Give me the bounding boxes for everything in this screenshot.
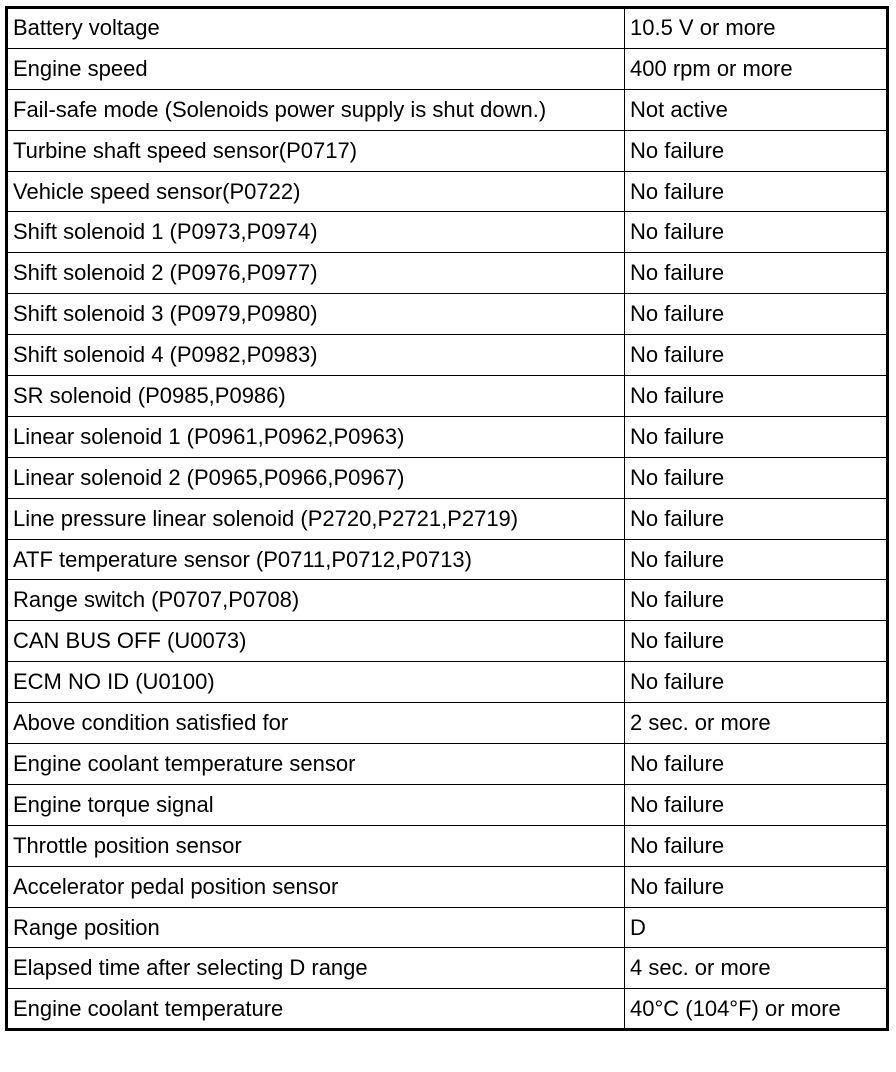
condition-value: No failure — [625, 539, 888, 580]
table-row — [7, 48, 888, 89]
table-row — [7, 744, 888, 785]
table-row — [7, 825, 888, 866]
condition-item: ECM NO ID (U0100) — [7, 662, 625, 703]
condition-item: Shift solenoid 4 (P0982,P0983) — [7, 335, 625, 376]
condition-value: 40°C (104°F) or more — [625, 989, 888, 1030]
condition-item: Linear solenoid 1 (P0961,P0962,P0963) — [7, 416, 625, 457]
condition-value: No failure — [625, 866, 888, 907]
condition-item: Engine torque signal — [7, 784, 625, 825]
condition-value: No failure — [625, 457, 888, 498]
condition-item: Above condition satisfied for — [7, 703, 625, 744]
table-row — [7, 866, 888, 907]
table-row — [7, 703, 888, 744]
table-row — [7, 171, 888, 212]
condition-value: No failure — [625, 253, 888, 294]
table-row — [7, 8, 888, 49]
table-row — [7, 130, 888, 171]
condition-value: 10.5 V or more — [625, 8, 888, 49]
condition-value: No failure — [625, 744, 888, 785]
table-row — [7, 457, 888, 498]
condition-value: No failure — [625, 621, 888, 662]
condition-item: ATF temperature sensor (P0711,P0712,P0713) — [7, 539, 625, 580]
table-row — [7, 580, 888, 621]
condition-item: Engine coolant temperature — [7, 989, 625, 1030]
condition-value: 4 sec. or more — [625, 948, 888, 989]
condition-value: No failure — [625, 498, 888, 539]
condition-item: Line pressure linear solenoid (P2720,P2721,P2719) — [7, 498, 625, 539]
condition-item: Accelerator pedal position sensor — [7, 866, 625, 907]
condition-item: Vehicle speed sensor(P0722) — [7, 171, 625, 212]
condition-item: CAN BUS OFF (U0073) — [7, 621, 625, 662]
table-row — [7, 89, 888, 130]
condition-value: No failure — [625, 171, 888, 212]
condition-item: Engine speed — [7, 48, 625, 89]
condition-value: No failure — [625, 416, 888, 457]
condition-item: Elapsed time after selecting D range — [7, 948, 625, 989]
table-row — [7, 784, 888, 825]
table-row — [7, 907, 888, 948]
table-row — [7, 376, 888, 417]
table-row — [7, 294, 888, 335]
condition-value: 400 rpm or more — [625, 48, 888, 89]
condition-value: No failure — [625, 580, 888, 621]
condition-item: Shift solenoid 1 (P0973,P0974) — [7, 212, 625, 253]
condition-item: Shift solenoid 2 (P0976,P0977) — [7, 253, 625, 294]
table-row — [7, 662, 888, 703]
table-row — [7, 498, 888, 539]
table-row — [7, 539, 888, 580]
condition-value: No failure — [625, 335, 888, 376]
condition-item: Fail-safe mode (Solenoids power supply is shut down.) — [7, 89, 625, 130]
table-row — [7, 253, 888, 294]
condition-value: 2 sec. or more — [625, 703, 888, 744]
condition-value: No failure — [625, 662, 888, 703]
table-row — [7, 621, 888, 662]
condition-value: No failure — [625, 130, 888, 171]
condition-item: Throttle position sensor — [7, 825, 625, 866]
condition-value: Not active — [625, 89, 888, 130]
conditions-table — [5, 6, 889, 1031]
condition-value: No failure — [625, 784, 888, 825]
condition-item: SR solenoid (P0985,P0986) — [7, 376, 625, 417]
condition-item: Turbine shaft speed sensor(P0717) — [7, 130, 625, 171]
condition-value: No failure — [625, 212, 888, 253]
condition-item: Linear solenoid 2 (P0965,P0966,P0967) — [7, 457, 625, 498]
table-row — [7, 335, 888, 376]
condition-item: Range switch (P0707,P0708) — [7, 580, 625, 621]
condition-value: D — [625, 907, 888, 948]
condition-item: Range position — [7, 907, 625, 948]
table-row — [7, 212, 888, 253]
condition-value: No failure — [625, 294, 888, 335]
condition-value: No failure — [625, 825, 888, 866]
table-row — [7, 989, 888, 1030]
condition-value: No failure — [625, 376, 888, 417]
condition-item: Shift solenoid 3 (P0979,P0980) — [7, 294, 625, 335]
table-row — [7, 948, 888, 989]
conditions-table-body — [7, 8, 888, 1030]
conditions-table-container — [5, 6, 886, 1031]
table-row — [7, 416, 888, 457]
condition-item: Battery voltage — [7, 8, 625, 49]
condition-item: Engine coolant temperature sensor — [7, 744, 625, 785]
